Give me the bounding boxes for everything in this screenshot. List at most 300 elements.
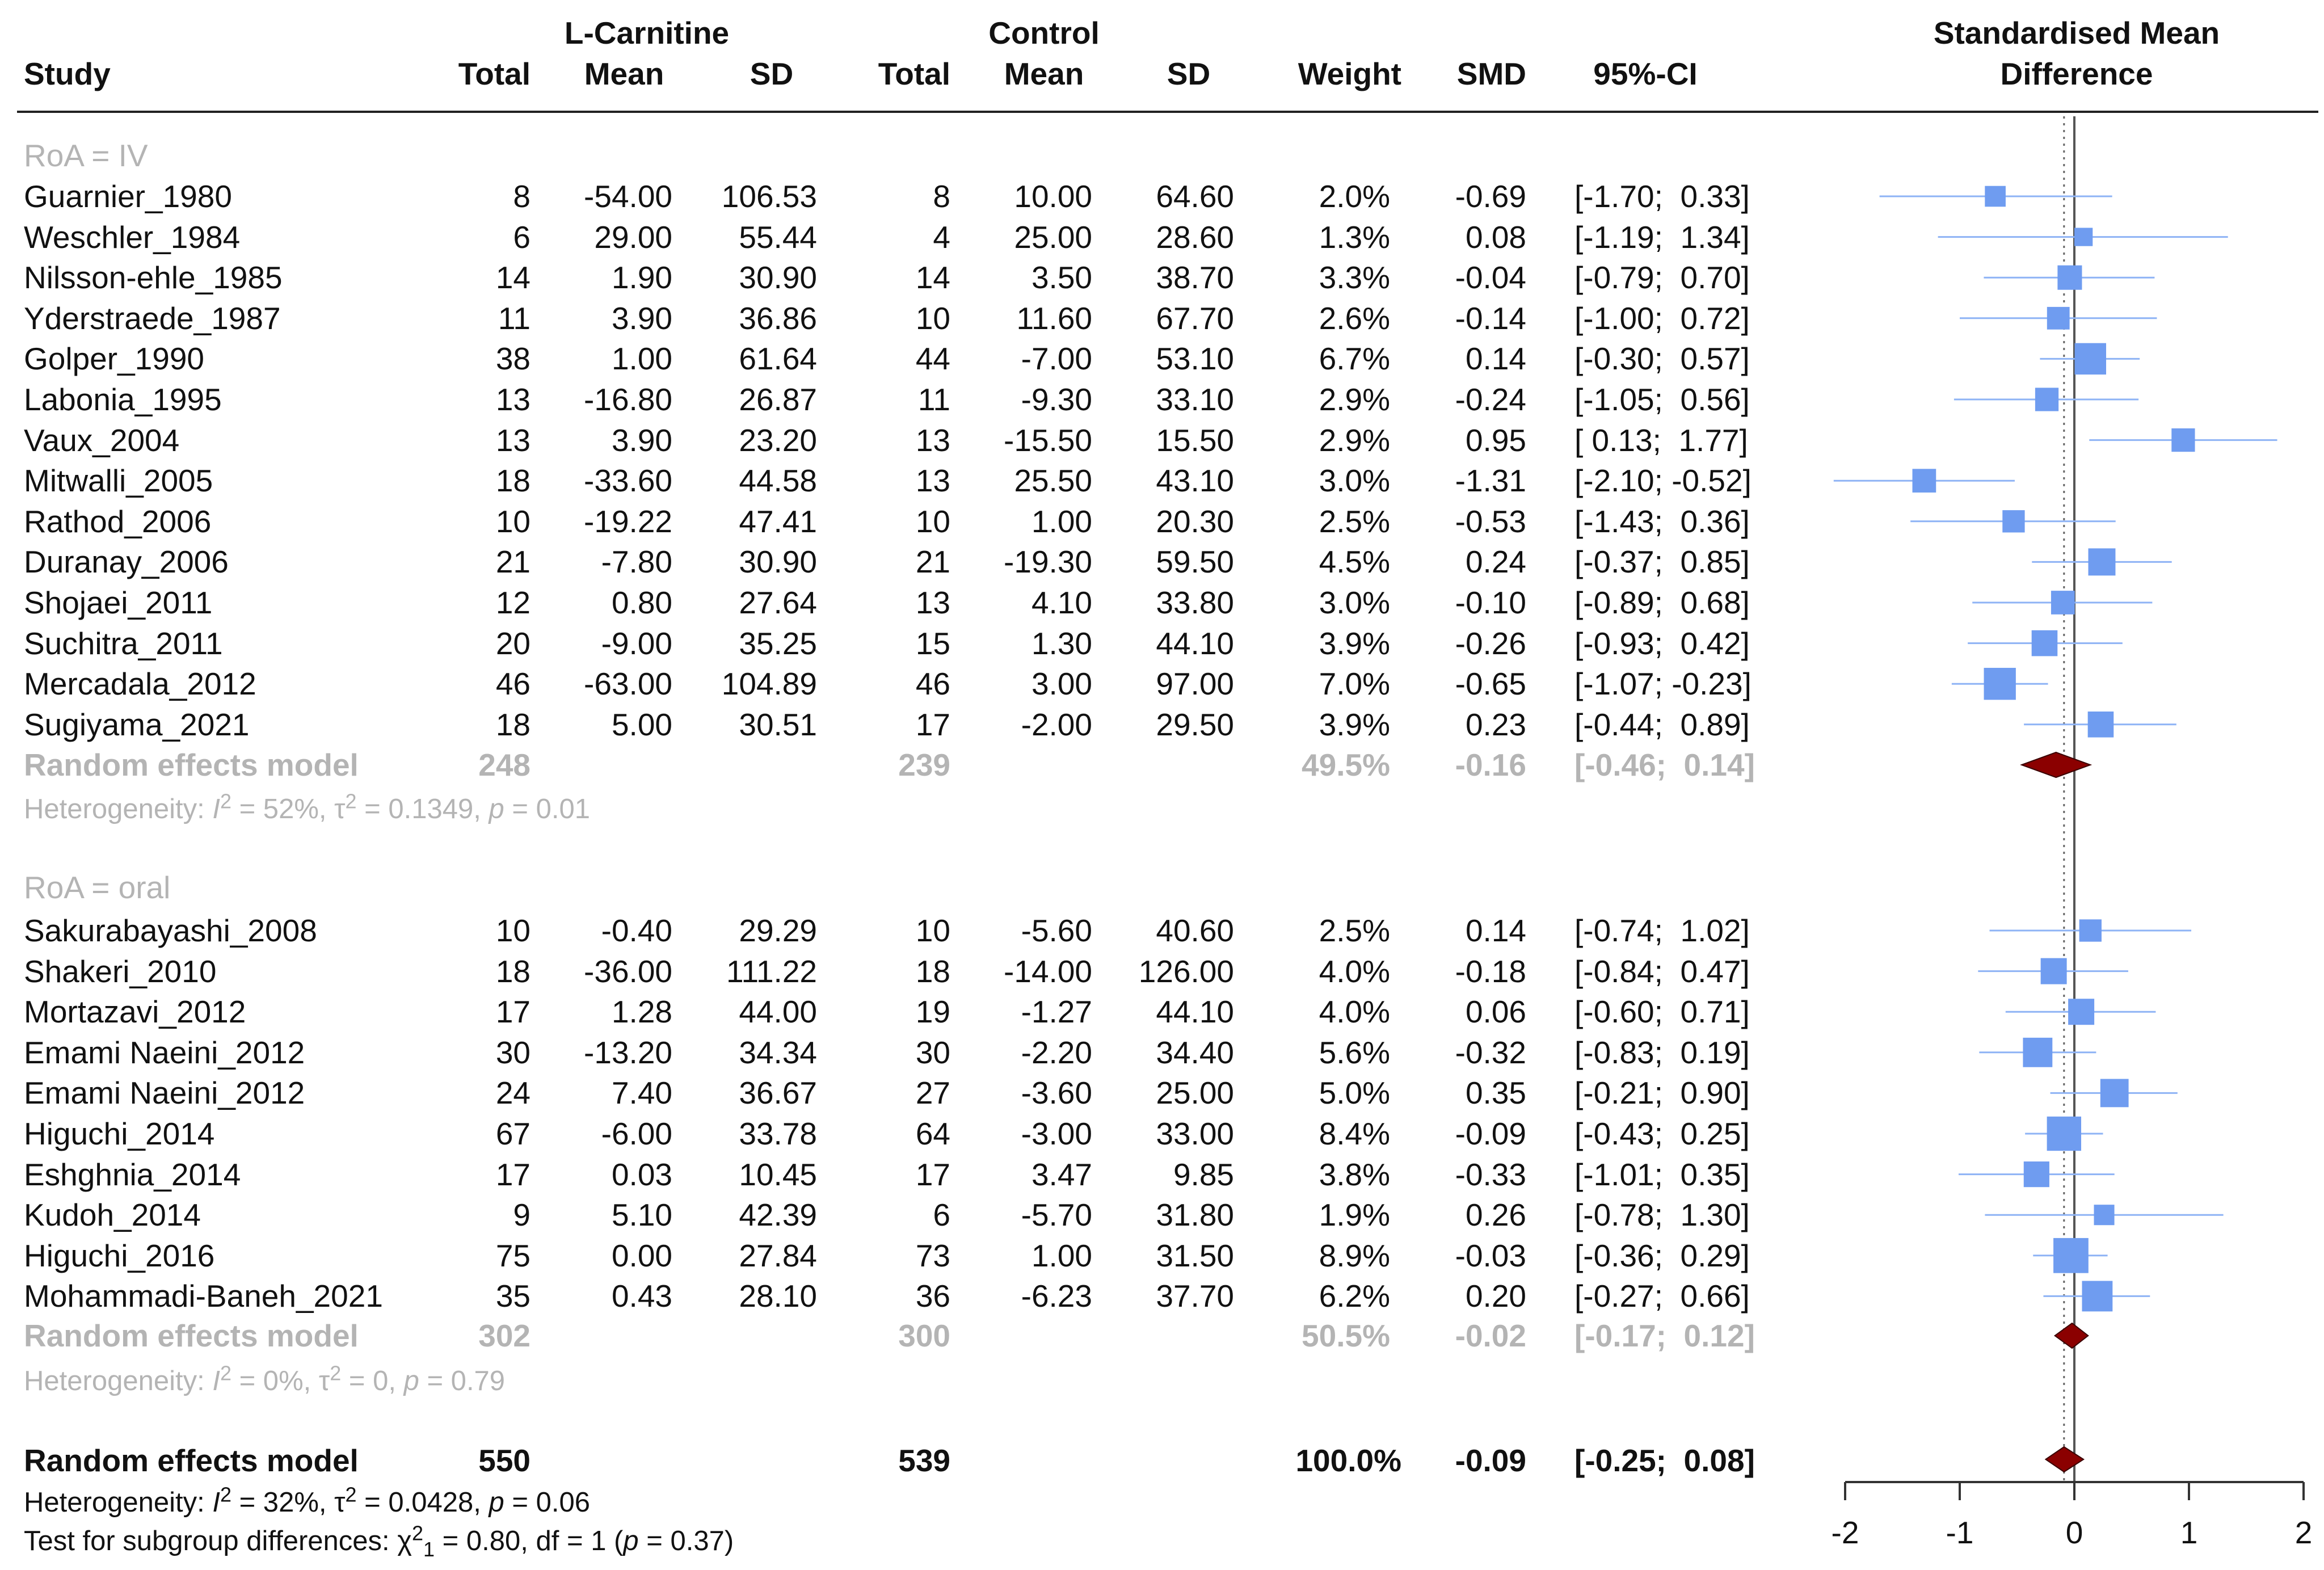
- weight: 2.5%: [1319, 913, 1390, 948]
- model-weight-iv: 49.5%: [1302, 747, 1390, 782]
- ci: [-0.79; 0.70]: [1574, 260, 1750, 296]
- ctl-mean: 3.50: [1031, 260, 1092, 296]
- ci: [-1.19; 1.34]: [1574, 219, 1750, 255]
- lc-sd: 30.90: [739, 544, 817, 580]
- smd: -1.31: [1455, 463, 1526, 499]
- ctl-mean: -1.27: [1021, 994, 1092, 1030]
- study-name: Vaux_2004: [24, 422, 180, 458]
- ctl-mean: 11.60: [1016, 300, 1092, 336]
- model-ctl-total-oral: 300: [898, 1318, 950, 1353]
- model-ci-oral: [-0.17; 0.12]: [1574, 1318, 1755, 1353]
- ctl-sd: 44.10: [1156, 625, 1234, 661]
- lc-mean: -13.20: [584, 1034, 672, 1070]
- ci: [-1.70; 0.33]: [1574, 179, 1750, 214]
- lc-total: 30: [495, 1034, 531, 1070]
- ctl-total: 10: [915, 300, 950, 336]
- plot-title-line2: Difference: [2000, 56, 2153, 91]
- lc-mean: -6.00: [601, 1116, 672, 1151]
- smd: 0.24: [1465, 544, 1526, 580]
- lc-mean: 29.00: [594, 219, 672, 255]
- ci: [-0.27; 0.66]: [1574, 1278, 1750, 1314]
- ctl-mean: 25.50: [1014, 463, 1092, 499]
- ctl-sd: 126.00: [1138, 953, 1234, 989]
- ctl-sd: 43.10: [1156, 463, 1234, 499]
- lc-sd: 34.34: [739, 1034, 817, 1070]
- lc-sd: 44.00: [739, 994, 817, 1030]
- lc-sd: 29.29: [739, 913, 817, 948]
- ci: [-0.93; 0.42]: [1574, 625, 1750, 661]
- header-ctl-sd: SD: [1167, 56, 1211, 91]
- ctl-mean: -9.30: [1021, 382, 1092, 417]
- smd: 0.06: [1465, 994, 1526, 1030]
- lc-mean: 7.40: [611, 1075, 672, 1111]
- ctl-total: 46: [915, 666, 950, 702]
- lc-mean: 0.43: [611, 1278, 672, 1314]
- ctl-mean: -2.00: [1021, 706, 1092, 742]
- study-name: Shojaei_2011: [24, 585, 213, 620]
- ctl-total: 13: [915, 422, 950, 458]
- study-name: Suchitra_2011: [24, 625, 223, 661]
- ci: [-0.21; 0.90]: [1574, 1075, 1750, 1111]
- ctl-total: 11: [917, 382, 950, 417]
- study-name: Guarnier_1980: [24, 179, 232, 214]
- lc-sd: 33.78: [739, 1116, 817, 1151]
- weight: 3.9%: [1319, 625, 1390, 661]
- study-point-square: [2094, 1205, 2114, 1225]
- ctl-mean: -5.70: [1021, 1197, 1092, 1233]
- lc-total: 11: [498, 300, 531, 336]
- study-name: Yderstraede_1987: [24, 300, 281, 336]
- lc-mean: -16.80: [584, 382, 672, 417]
- ctl-mean: -7.00: [1021, 341, 1092, 377]
- overall-ci: [-0.25; 0.08]: [1574, 1443, 1755, 1478]
- weight: 3.0%: [1319, 463, 1390, 499]
- smd: 0.26: [1465, 1197, 1526, 1233]
- header-lc-mean: Mean: [584, 56, 664, 91]
- study-name: Emami Naeini_2012: [24, 1034, 305, 1070]
- lc-total: 9: [513, 1197, 531, 1233]
- model-label-iv: Random effects model: [24, 747, 359, 782]
- lc-sd: 30.90: [739, 260, 817, 296]
- lc-mean: -63.00: [584, 666, 672, 702]
- lc-mean: -19.22: [584, 503, 672, 539]
- lc-mean: -54.00: [584, 179, 672, 214]
- ctl-mean: -14.00: [1004, 953, 1092, 989]
- ctl-sd: 64.60: [1156, 179, 1234, 214]
- lc-total: 17: [495, 994, 531, 1030]
- lc-sd: 106.53: [721, 179, 817, 214]
- ctl-sd: 9.85: [1173, 1156, 1234, 1192]
- smd: 0.35: [1465, 1075, 1526, 1111]
- lc-sd: 10.45: [739, 1156, 817, 1192]
- smd: -0.18: [1455, 953, 1526, 989]
- ctl-mean: 3.00: [1031, 666, 1092, 702]
- weight: 3.3%: [1319, 260, 1390, 296]
- ci: [-0.84; 0.47]: [1574, 953, 1750, 989]
- lc-mean: 3.90: [611, 422, 672, 458]
- ctl-total: 21: [915, 544, 950, 580]
- plot-title-line1: Standardised Mean: [1933, 15, 2220, 50]
- lc-mean: 0.00: [611, 1238, 672, 1273]
- study-name: Mohammadi-Baneh_2021: [24, 1278, 383, 1314]
- heterogeneity-oral: Heterogeneity: $I^2 = 0\%$, $\tau^2 = 0$, p = 0.79: [24, 1361, 506, 1396]
- lc-mean: -0.40: [601, 913, 672, 948]
- ci: [-1.01; 0.35]: [1574, 1156, 1750, 1192]
- lc-total: 24: [495, 1075, 531, 1111]
- weight: 2.6%: [1319, 300, 1390, 336]
- smd: -0.32: [1455, 1034, 1526, 1070]
- ci: [-0.30; 0.57]: [1574, 341, 1750, 377]
- lc-sd: 30.51: [739, 706, 817, 742]
- overall-heterogeneity: Heterogeneity: $I^2 = 32\%$, $\tau^2 = 0.0428$, p = 0.06: [24, 1483, 590, 1518]
- lc-total: 13: [495, 382, 531, 417]
- ctl-sd: 44.10: [1156, 994, 1234, 1030]
- header-weight: Weight: [1298, 56, 1401, 91]
- ci: [ 0.13; 1.77]: [1574, 422, 1748, 458]
- study-point-square: [2079, 919, 2102, 941]
- lc-mean: 5.00: [611, 706, 672, 742]
- ctl-sd: 29.50: [1156, 706, 1234, 742]
- model-smd-iv: -0.16: [1455, 747, 1526, 782]
- lc-mean: 1.90: [611, 260, 672, 296]
- weight: 2.9%: [1319, 422, 1390, 458]
- lc-total: 10: [495, 913, 531, 948]
- lc-mean: -9.00: [601, 625, 672, 661]
- study-point-square: [2051, 591, 2075, 614]
- ci: [-1.05; 0.56]: [1574, 382, 1750, 417]
- header-study: Study: [24, 56, 111, 91]
- model-lc-total-oral: 302: [478, 1318, 531, 1353]
- study-name: Sakurabayashi_2008: [24, 913, 317, 948]
- ctl-sd: 40.60: [1156, 913, 1234, 948]
- lc-sd: 27.84: [739, 1238, 817, 1273]
- header-lc-total: Total: [458, 56, 531, 91]
- study-name: Mortazavi_2012: [24, 994, 246, 1030]
- ci: [-0.37; 0.85]: [1574, 544, 1750, 580]
- ctl-sd: 67.70: [1156, 300, 1234, 336]
- ci: [-1.07; -0.23]: [1574, 666, 1752, 702]
- smd: -0.24: [1455, 382, 1526, 417]
- ci: [-0.36; 0.29]: [1574, 1238, 1750, 1273]
- ctl-total: 13: [915, 463, 950, 499]
- overall-smd: -0.09: [1455, 1443, 1526, 1478]
- header-ctl-mean: Mean: [1004, 56, 1084, 91]
- ci: [-1.00; 0.72]: [1574, 300, 1750, 336]
- smd: 0.23: [1465, 706, 1526, 742]
- weight: 5.0%: [1319, 1075, 1390, 1111]
- ctl-sd: 33.00: [1156, 1116, 1234, 1151]
- ci: [-0.43; 0.25]: [1574, 1116, 1750, 1151]
- smd: -0.26: [1455, 625, 1526, 661]
- lc-sd: 44.58: [739, 463, 817, 499]
- ctl-total: 6: [933, 1197, 950, 1233]
- lc-sd: 27.64: [739, 585, 817, 620]
- model-weight-oral: 50.5%: [1302, 1318, 1390, 1353]
- study-point-square: [2047, 307, 2070, 330]
- smd: -0.14: [1455, 300, 1526, 336]
- model-lc-total-iv: 248: [478, 747, 531, 782]
- lc-total: 75: [495, 1238, 531, 1273]
- study-name: Higuchi_2016: [24, 1238, 215, 1273]
- header-group-lcarnitine: L-Carnitine: [564, 15, 730, 50]
- weight: 5.6%: [1319, 1034, 1390, 1070]
- lc-mean: -7.80: [601, 544, 672, 580]
- ctl-mean: -3.00: [1021, 1116, 1092, 1151]
- lc-sd: 55.44: [739, 219, 817, 255]
- smd: 0.14: [1465, 341, 1526, 377]
- study-name: Shakeri_2010: [24, 953, 217, 989]
- lc-sd: 23.20: [739, 422, 817, 458]
- lc-sd: 26.87: [739, 382, 817, 417]
- study-point-square: [2024, 1161, 2049, 1187]
- lc-total: 20: [495, 625, 531, 661]
- lc-mean: 1.28: [611, 994, 672, 1030]
- ctl-mean: -6.23: [1021, 1278, 1092, 1314]
- lc-total: 18: [495, 463, 531, 499]
- ctl-mean: 25.00: [1014, 219, 1092, 255]
- heterogeneity-iv: Heterogeneity: $I^2 = 52\%$, $\tau^2 = 0.1349$, p = 0.01: [24, 789, 590, 824]
- lc-total: 18: [495, 706, 531, 742]
- lc-mean: 0.80: [611, 585, 672, 620]
- lc-mean: 5.10: [611, 1197, 672, 1233]
- x-axis-tick-label: 0: [2065, 1515, 2083, 1550]
- pooled-effect-diamond: [2022, 752, 2090, 777]
- lc-sd: 35.25: [739, 625, 817, 661]
- lc-total: 18: [495, 953, 531, 989]
- weight: 7.0%: [1319, 666, 1390, 702]
- weight: 8.4%: [1319, 1116, 1390, 1151]
- lc-total: 17: [495, 1156, 531, 1192]
- ci: [-1.43; 0.36]: [1574, 503, 1750, 539]
- lc-total: 8: [513, 179, 531, 214]
- ctl-sd: 38.70: [1156, 260, 1234, 296]
- smd: -0.65: [1455, 666, 1526, 702]
- study-name: Emami Naeini_2012: [24, 1075, 305, 1111]
- lc-sd: 47.41: [739, 503, 817, 539]
- study-point-square: [2082, 1281, 2112, 1311]
- study-name: Mitwalli_2005: [24, 463, 213, 499]
- lc-sd: 42.39: [739, 1197, 817, 1233]
- model-label-oral: Random effects model: [24, 1318, 359, 1353]
- lc-sd: 61.64: [739, 341, 817, 377]
- ctl-total: 15: [915, 625, 950, 661]
- subgroup-label-oral: RoA = oral: [24, 870, 171, 905]
- ctl-total: 36: [915, 1278, 950, 1314]
- pooled-effect-diamond: [2055, 1323, 2089, 1348]
- weight: 8.9%: [1319, 1238, 1390, 1273]
- study-name: Higuchi_2014: [24, 1116, 215, 1151]
- study-point-square: [2171, 428, 2195, 452]
- subgroup-label-iv: RoA = IV: [24, 138, 148, 173]
- ctl-total: 13: [915, 585, 950, 620]
- ci: [-0.89; 0.68]: [1574, 585, 1750, 620]
- ci: [-0.83; 0.19]: [1574, 1034, 1750, 1070]
- study-point-square: [2089, 548, 2116, 575]
- study-point-square: [2074, 228, 2093, 246]
- lc-sd: 36.86: [739, 300, 817, 336]
- weight: 2.0%: [1319, 179, 1390, 214]
- ctl-total: 14: [915, 260, 950, 296]
- lc-mean: -33.60: [584, 463, 672, 499]
- study-point-square: [2023, 1038, 2052, 1067]
- smd: 0.20: [1465, 1278, 1526, 1314]
- lc-total: 10: [495, 503, 531, 539]
- ctl-sd: 31.80: [1156, 1197, 1234, 1233]
- ctl-total: 18: [915, 953, 950, 989]
- ctl-total: 10: [915, 913, 950, 948]
- ctl-mean: -19.30: [1004, 544, 1092, 580]
- smd: -0.04: [1455, 260, 1526, 296]
- ctl-total: 4: [933, 219, 950, 255]
- study-point-square: [2035, 388, 2058, 411]
- x-axis-tick-label: -2: [1831, 1515, 1859, 1550]
- lc-mean: -36.00: [584, 953, 672, 989]
- ctl-sd: 25.00: [1156, 1075, 1234, 1111]
- header-lc-sd: SD: [750, 56, 794, 91]
- model-ci-iv: [-0.46; 0.14]: [1574, 747, 1755, 782]
- ctl-total: 17: [915, 706, 950, 742]
- header-smd: SMD: [1456, 56, 1526, 91]
- subgroup-differences-test: Test for subgroup differences: $\chi^2_1 = 0.80$, df = 1 (p = 0.37): [24, 1521, 734, 1561]
- study-point-square: [2100, 1079, 2129, 1108]
- overall-weight: 100.0%: [1295, 1443, 1401, 1478]
- ci: [-0.60; 0.71]: [1574, 994, 1750, 1030]
- ctl-mean: 10.00: [1014, 179, 1092, 214]
- pooled-effect-diamond: [2046, 1447, 2084, 1472]
- weight: 1.9%: [1319, 1197, 1390, 1233]
- header-ctl-total: Total: [878, 56, 950, 91]
- study-name: Weschler_1984: [24, 219, 241, 255]
- study-point-square: [2002, 510, 2024, 532]
- lc-total: 38: [495, 341, 531, 377]
- study-point-square: [1985, 186, 2006, 207]
- smd: 0.14: [1465, 913, 1526, 948]
- ctl-total: 73: [915, 1238, 950, 1273]
- ctl-mean: -5.60: [1021, 913, 1092, 948]
- ctl-sd: 33.80: [1156, 585, 1234, 620]
- ci: [-2.10; -0.52]: [1574, 463, 1752, 499]
- study-point-square: [1913, 469, 1936, 493]
- weight: 2.5%: [1319, 503, 1390, 539]
- ctl-mean: 1.30: [1031, 625, 1092, 661]
- study-name: Labonia_1995: [24, 382, 222, 417]
- study-name: Sugiyama_2021: [24, 706, 250, 742]
- smd: -0.10: [1455, 585, 1526, 620]
- ctl-total: 17: [915, 1156, 950, 1192]
- study-point-square: [1984, 668, 2016, 700]
- ci: [-0.74; 1.02]: [1574, 913, 1750, 948]
- smd: 0.08: [1465, 219, 1526, 255]
- lc-total: 6: [513, 219, 531, 255]
- ci: [-0.78; 1.30]: [1574, 1197, 1750, 1233]
- ctl-mean: 4.10: [1031, 585, 1092, 620]
- model-ctl-total-iv: 239: [898, 747, 950, 782]
- lc-sd: 28.10: [739, 1278, 817, 1314]
- study-name: Duranay_2006: [24, 544, 229, 580]
- ctl-total: 44: [915, 341, 950, 377]
- header-ci: 95%-CI: [1593, 56, 1698, 91]
- ctl-total: 27: [915, 1075, 950, 1111]
- smd: 0.95: [1465, 422, 1526, 458]
- lc-total: 46: [495, 666, 531, 702]
- model-smd-oral: -0.02: [1455, 1318, 1526, 1353]
- ctl-mean: -15.50: [1004, 422, 1092, 458]
- overall-lc-total: 550: [478, 1443, 531, 1478]
- lc-sd: 111.22: [726, 953, 817, 989]
- ctl-total: 8: [933, 179, 950, 214]
- lc-total: 12: [495, 585, 531, 620]
- x-axis-tick-label: -1: [1946, 1515, 1974, 1550]
- x-axis-tick-label: 1: [2180, 1515, 2198, 1550]
- study-point-square: [2047, 1117, 2081, 1151]
- weight: 3.9%: [1319, 706, 1390, 742]
- ctl-sd: 34.40: [1156, 1034, 1234, 1070]
- weight: 2.9%: [1319, 382, 1390, 417]
- overall-ctl-total: 539: [898, 1443, 950, 1478]
- lc-total: 67: [495, 1116, 531, 1151]
- ctl-total: 30: [915, 1034, 950, 1070]
- lc-mean: 3.90: [611, 300, 672, 336]
- lc-mean: 0.03: [611, 1156, 672, 1192]
- ctl-total: 64: [915, 1116, 950, 1151]
- ctl-sd: 97.00: [1156, 666, 1234, 702]
- study-point-square: [2053, 1238, 2089, 1273]
- overall-model-label: Random effects model: [24, 1443, 359, 1478]
- smd: -0.53: [1455, 503, 1526, 539]
- smd: -0.69: [1455, 179, 1526, 214]
- lc-sd: 104.89: [721, 666, 817, 702]
- study-name: Kudoh_2014: [24, 1197, 201, 1233]
- ctl-sd: 15.50: [1156, 422, 1234, 458]
- ctl-mean: 3.47: [1031, 1156, 1092, 1192]
- ctl-total: 19: [915, 994, 950, 1030]
- ctl-sd: 20.30: [1156, 503, 1234, 539]
- study-name: Nilsson-ehle_1985: [24, 260, 283, 296]
- weight: 3.0%: [1319, 585, 1390, 620]
- weight: 1.3%: [1319, 219, 1390, 255]
- weight: 4.5%: [1319, 544, 1390, 580]
- ctl-sd: 28.60: [1156, 219, 1234, 255]
- smd: -0.03: [1455, 1238, 1526, 1273]
- x-axis-tick-label: 2: [2294, 1515, 2313, 1550]
- weight: 4.0%: [1319, 994, 1390, 1030]
- ci: [-0.44; 0.89]: [1574, 706, 1750, 742]
- lc-total: 14: [495, 260, 531, 296]
- smd: -0.09: [1455, 1116, 1526, 1151]
- header-group-control: Control: [988, 15, 1100, 50]
- ctl-sd: 53.10: [1156, 341, 1234, 377]
- ctl-mean: 1.00: [1031, 1238, 1092, 1273]
- study-point-square: [2032, 630, 2058, 656]
- ctl-sd: 37.70: [1156, 1278, 1234, 1314]
- study-name: Rathod_2006: [24, 503, 212, 539]
- ctl-mean: -3.60: [1021, 1075, 1092, 1111]
- lc-sd: 36.67: [739, 1075, 817, 1111]
- study-point-square: [2075, 343, 2106, 374]
- study-point-square: [2057, 266, 2082, 290]
- ctl-sd: 59.50: [1156, 544, 1234, 580]
- lc-total: 21: [495, 544, 531, 580]
- ctl-sd: 31.50: [1156, 1238, 1234, 1273]
- ctl-total: 10: [915, 503, 950, 539]
- study-point-square: [2068, 999, 2094, 1025]
- smd: -0.33: [1455, 1156, 1526, 1192]
- study-name: Mercadala_2012: [24, 666, 256, 702]
- ctl-mean: 1.00: [1031, 503, 1092, 539]
- weight: 4.0%: [1319, 953, 1390, 989]
- weight: 6.2%: [1319, 1278, 1390, 1314]
- study-point-square: [2088, 712, 2114, 738]
